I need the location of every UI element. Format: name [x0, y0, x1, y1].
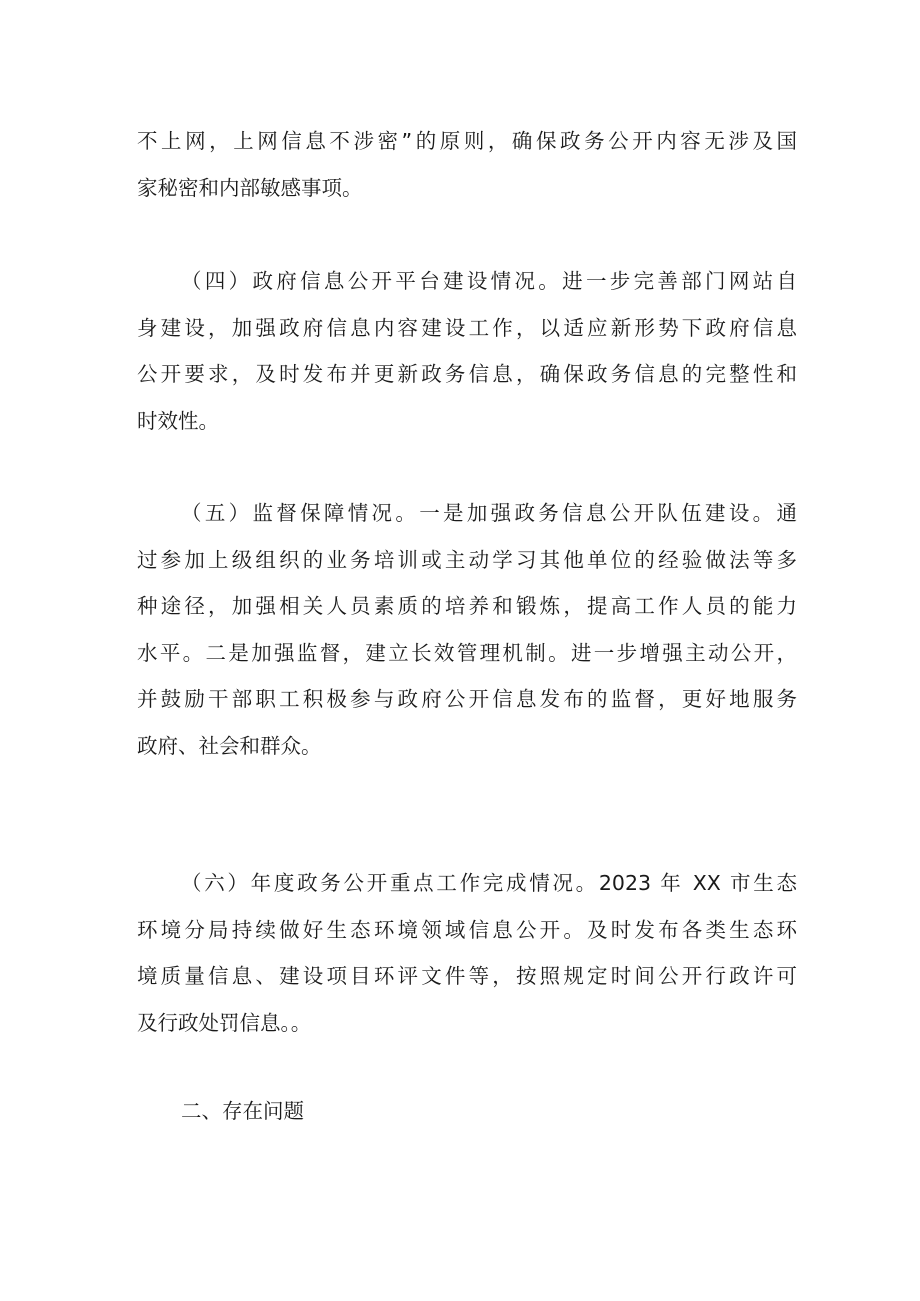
paragraph-section-four — [137, 258, 797, 444]
text-line: （四）政府信息公开平台建设情况。进一步完善部门网站自 — [181, 269, 797, 293]
paragraph-section-five — [137, 490, 797, 769]
text-line: （六）年度政务公开重点工作完成情况。2023 年 XX 市生态 — [181, 871, 797, 895]
text-line: 种途径，加强相关人员素质的培养和锻炼，提高工作人员的能力 — [137, 594, 797, 618]
text-line: 身建设，加强政府信息内容建设工作，以适应新形势下政府信息 — [137, 315, 797, 340]
text-line: 时效性。 — [137, 408, 219, 433]
text-line: 不上网，上网信息不涉密”的原则，确保政务公开内容无涉及国 — [137, 129, 797, 153]
text-line: 家秘密和内部敏感事项。 — [137, 175, 363, 200]
paragraph-section-six — [137, 860, 797, 1046]
text-line: 过参加上级组织的业务培训或主动学习其他单位的经验做法等多 — [137, 547, 797, 572]
text-line: 并鼓励干部职工积极参与政府公开信息发布的监督，更好地服务 — [137, 687, 797, 711]
heading-text: 二、存在问题 — [181, 1099, 304, 1123]
text-line: 水平。二是加强监督，建立长效管理机制。进一步增强主动公开， — [137, 640, 797, 665]
text-line: 境质量信息、建设项目环评文件等，按照规定时间公开行政许可 — [137, 964, 797, 988]
paragraph-continuation — [137, 118, 797, 211]
text-line: （五）监督保障情况。一是加强政务信息公开队伍建设。通 — [181, 501, 797, 525]
section-heading — [181, 1088, 841, 1135]
text-line: 公开要求，及时发布并更新政务信息，确保政务信息的完整性和 — [137, 362, 797, 386]
text-line: 政府、社会和群众。 — [137, 733, 322, 758]
text-line: 及行政处罚信息。。 — [137, 1010, 312, 1035]
text-line: 环境分局持续做好生态环境领域信息公开。及时发布各类生态环 — [137, 917, 797, 942]
